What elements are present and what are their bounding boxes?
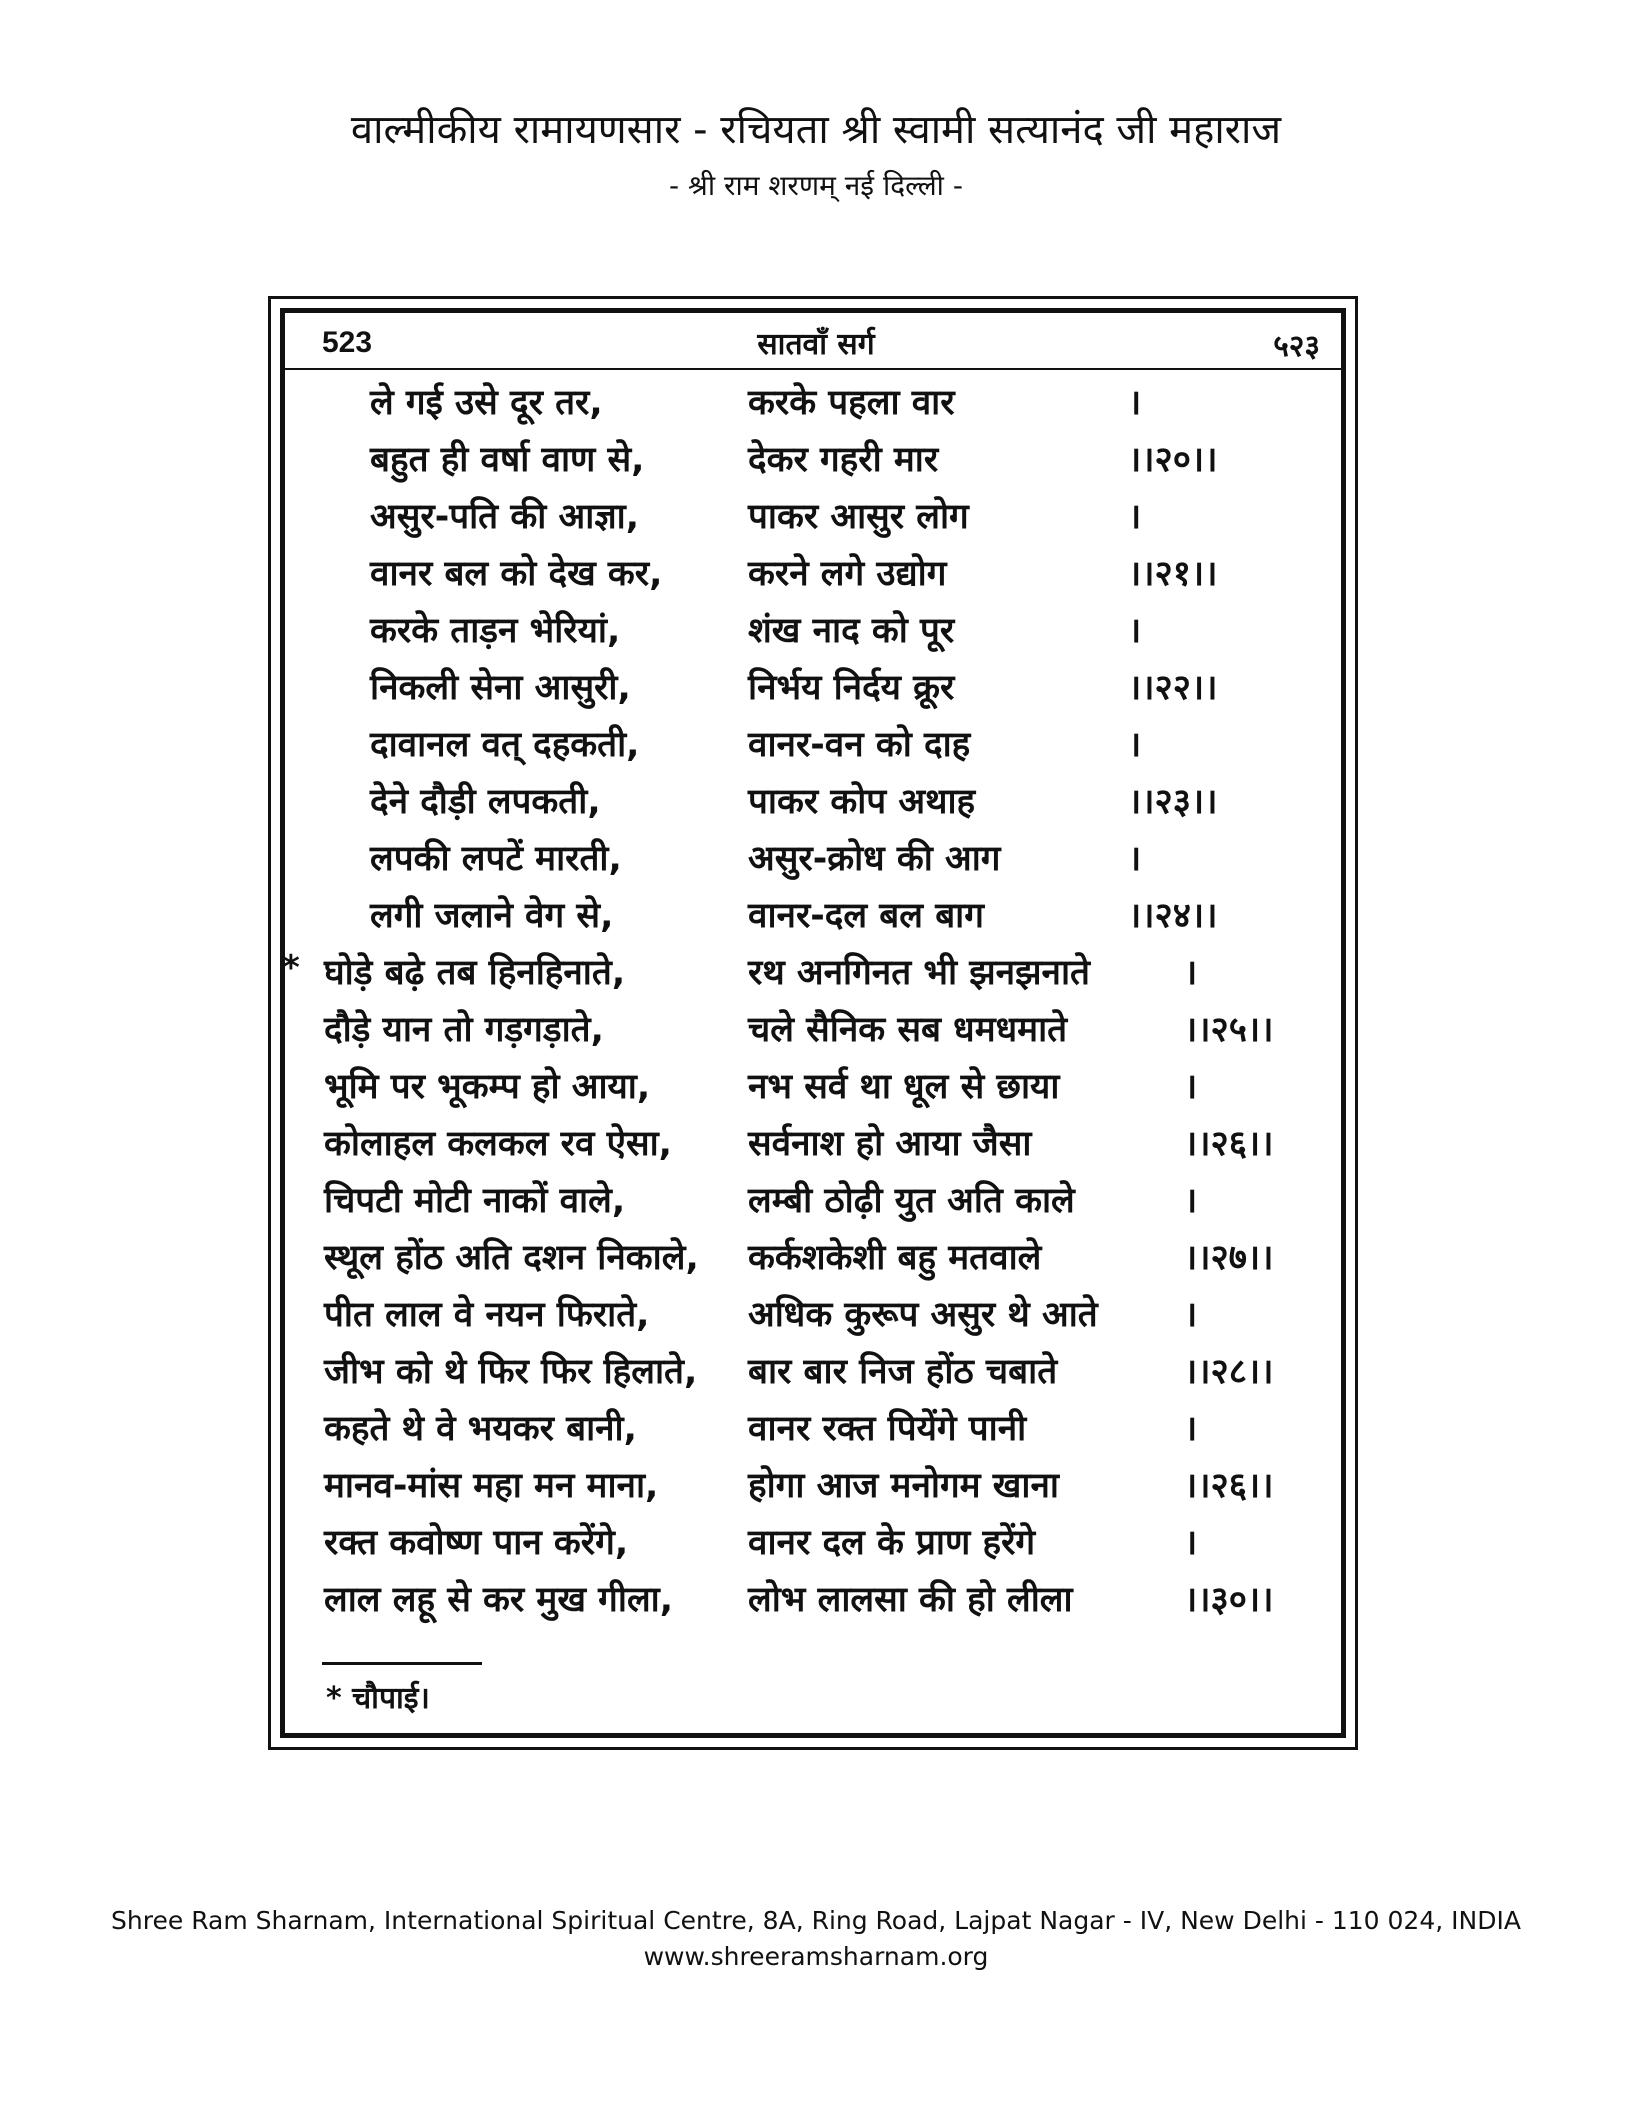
verse-line (0, 948, 1632, 1004)
verse-second-half: बार बार निज होंठ चबाते (748, 1352, 1058, 1392)
verse-first-half: करके ताड़न भेरियां, (370, 611, 621, 651)
document-header-subtitle: - श्री राम शरणम् नई दिल्ली - (669, 169, 963, 202)
verse-line (0, 606, 1632, 662)
chapter-title: सातवाँ सर्ग (757, 327, 875, 362)
verse-line (0, 1005, 1632, 1061)
verse-first-half: बहुत ही वर्षा वाण से, (370, 440, 645, 480)
verse-second-half: वानर-वन को दाह (748, 725, 971, 765)
verse-first-half: रक्त कवोष्ण पान करेंगे, (324, 1523, 629, 1563)
verse-number: ।।३०।। (1184, 1580, 1274, 1620)
verse-first-half: निकली सेना आसुरी, (370, 668, 631, 708)
verse-number: ।।२०।। (1128, 440, 1218, 480)
verse-number: ।।२२।। (1128, 668, 1218, 708)
verse-number: ।।२१।। (1128, 554, 1218, 594)
verse-number: । (1184, 953, 1198, 993)
verse-line (0, 1233, 1632, 1289)
verse-number: ।।२६।। (1184, 1124, 1274, 1164)
verse-second-half: निर्भय निर्दय क्रूर (748, 668, 955, 708)
verse-first-half: दावानल वत् दहकती, (370, 725, 640, 765)
verse-second-half: कर्कशकेशी बहु मतवाले (748, 1238, 1042, 1278)
page-number-latin: 523 (322, 326, 373, 359)
verse-second-half: देकर गहरी मार (748, 440, 939, 480)
verse-line (0, 1461, 1632, 1517)
verse-second-half: करके पहला वार (748, 383, 955, 423)
verse-first-half: लपकी लपटें मारती, (370, 839, 622, 879)
verse-second-half: वानर रक्त पियेंगे पानी (748, 1409, 1027, 1449)
verse-line (0, 549, 1632, 605)
verse-second-half: वानर दल के प्राण हरेंगे (748, 1523, 1036, 1563)
verse-second-half: वानर-दल बल बाग (748, 896, 984, 936)
verse-number: । (1184, 1295, 1198, 1335)
verse-first-half: असुर-पति की आज्ञा, (370, 497, 640, 537)
verse-first-half: पीत लाल वे नयन फिराते, (324, 1295, 650, 1335)
verse-second-half: असुर-क्रोध की आग (748, 839, 1001, 879)
verse-second-half: अधिक कुरूप असुर थे आते (748, 1295, 1098, 1335)
verse-first-half: कहते थे वे भयकर बानी, (324, 1409, 637, 1449)
verse-number: ।।२४।। (1128, 896, 1218, 936)
verse-line (0, 435, 1632, 491)
verse-first-half: मानव-मांस महा मन माना, (324, 1466, 659, 1506)
verse-number: ।।२६।। (1184, 1466, 1274, 1506)
verse-line (0, 1575, 1632, 1631)
verse-second-half: लम्बी ठोढ़ी युत अति काले (748, 1181, 1075, 1221)
page-number-devanagari: ५२३ (1273, 329, 1320, 364)
verse-first-half: देने दौड़ी लपकती, (370, 782, 601, 822)
verse-line (0, 663, 1632, 719)
verse-line (0, 1062, 1632, 1118)
verse-line (0, 891, 1632, 947)
verse-number: । (1184, 1409, 1198, 1449)
header-rule (284, 368, 1342, 370)
verse-number: । (1128, 611, 1142, 651)
verse-number: । (1184, 1523, 1198, 1563)
verse-number: । (1184, 1181, 1198, 1221)
verse-line (0, 777, 1632, 833)
verse-second-half: नभ सर्व था धूल से छाया (748, 1067, 1060, 1107)
verse-number: । (1128, 497, 1142, 537)
verse-line (0, 1290, 1632, 1346)
verse-first-half: स्थूल होंठ अति दशन निकाले, (324, 1238, 699, 1278)
verse-number: । (1128, 383, 1142, 423)
verse-second-half: रथ अनगिनत भी झनझनाते (748, 953, 1091, 993)
verse-number: ।।२७।। (1184, 1238, 1274, 1278)
verse-number: ।।२५।। (1184, 1010, 1274, 1050)
verse-line (0, 1518, 1632, 1574)
verse-first-half: वानर बल को देख कर, (370, 554, 663, 594)
verse-first-half: घोड़े बढ़े तब हिनहिनाते, (324, 953, 626, 993)
verse-second-half: लोभ लालसा की हो लीला (748, 1580, 1073, 1620)
verse-second-half: होगा आज मनोगम खाना (748, 1466, 1059, 1506)
verse-number: । (1184, 1067, 1198, 1107)
verse-first-half: जीभ को थे फिर फिर हिलाते, (324, 1352, 698, 1392)
verse-first-half: ले गई उसे दूर तर, (370, 383, 603, 423)
verse-line (0, 1347, 1632, 1403)
verse-first-half: लाल लहू से कर मुख गीला, (324, 1580, 674, 1620)
chaupai-marker: * (282, 948, 300, 988)
verse-second-half: पाकर कोप अथाह (748, 782, 976, 822)
verse-line (0, 1176, 1632, 1232)
verse-line (0, 834, 1632, 890)
footer-address: Shree Ram Sharnam, International Spiritual Centre, 8A, Ring Road, Lajpat Nagar - IV, New Delhi - 110 024, INDIA (111, 1906, 1521, 1935)
document-header-title: वाल्मीकीय रामायणसार - रचियता श्री स्वामी सत्यानंद जी महाराज (350, 107, 1282, 153)
verse-number: । (1128, 725, 1142, 765)
verse-second-half: सर्वनाश हो आया जैसा (748, 1124, 1032, 1164)
verse-first-half: चिपटी मोटी नाकों वाले, (324, 1181, 626, 1221)
verse-line (0, 492, 1632, 548)
verse-line (0, 378, 1632, 434)
verse-line (0, 1404, 1632, 1460)
verse-second-half: शंख नाद को पूर (748, 611, 955, 651)
verse-second-half: चले सैनिक सब धमधमाते (748, 1010, 1068, 1050)
verse-number: ।।२८।। (1184, 1352, 1274, 1392)
verse-first-half: दौड़े यान तो गड़गड़ाते, (324, 1010, 604, 1050)
verse-number: । (1128, 839, 1142, 879)
footnote-rule (322, 1662, 482, 1665)
verse-first-half: कोलाहल कलकल रव ऐसा, (324, 1124, 672, 1164)
verse-line (0, 720, 1632, 776)
footer-website[interactable]: www.shreeramsharnam.org (643, 1942, 989, 1971)
verse-second-half: पाकर आसुर लोग (748, 497, 969, 537)
footnote: * चौपाई। (326, 1681, 430, 1716)
verse-first-half: लगी जलाने वेग से, (370, 896, 614, 936)
verse-second-half: करने लगे उद्योग (748, 554, 947, 594)
verse-line (0, 1119, 1632, 1175)
verse-number: ।।२३।। (1128, 782, 1218, 822)
verse-first-half: भूमि पर भूकम्प हो आया, (324, 1067, 651, 1107)
